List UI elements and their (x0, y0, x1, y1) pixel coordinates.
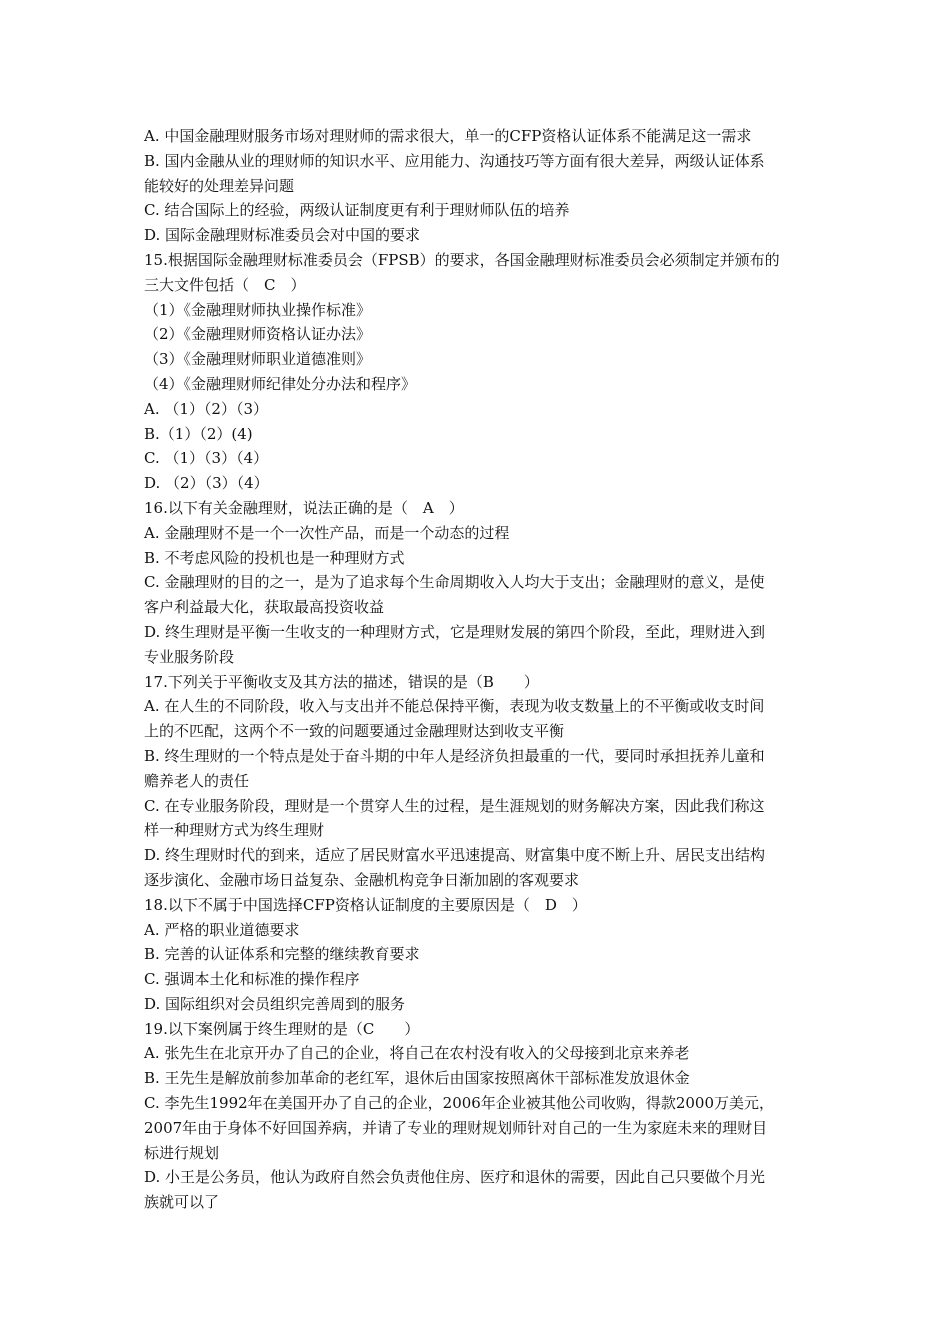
text-line: A. （1）（2）（3） (144, 399, 268, 418)
question-18-stem: 18.以下不属于中国选择CFP资格认证制度的主要原因是（ D ） (144, 895, 587, 914)
text-line: B.（1）（2）(4) (144, 424, 253, 443)
text-line: D. 终生理财是平衡一生收支的一种理财方式，它是理财发展的第四个阶段，至此，理财进入到 (144, 622, 766, 641)
text-line: 族就可以了 (144, 1193, 220, 1212)
text-line: 样一种理财方式为终生理财 (144, 821, 325, 840)
text-line: A. 严格的职业道德要求 (144, 920, 300, 939)
question-19-stem: 19.以下案例属于终生理财的是（C ） (144, 1019, 420, 1038)
text-line: 能较好的处理差异问题 (144, 176, 295, 195)
text-line: D. 国际金融理财标准委员会对中国的要求 (144, 226, 421, 245)
text-line: （2）《金融理财师资格认证办法》 (144, 325, 372, 344)
text-line: C. 结合国际上的经验，两级认证制度更有利于理财师队伍的培养 (144, 201, 570, 220)
text-line: 客户利益最大化，获取最高投资收益 (144, 598, 385, 617)
text-line: C. 金融理财的目的之一，是为了追求每个生命周期收入人均大于支出；金融理财的意义，是使 (144, 573, 765, 592)
text-line: B. 终生理财的一个特点是处于奋斗期的中年人是经济负担最重的一代，要同时承担抚养儿童和 (144, 746, 765, 765)
question-15-stem: 三大文件包括（ C ） (144, 275, 306, 294)
text-line: D. 小王是公务员，他认为政府自然会负责他住房、医疗和退休的需要，因此自己只要做个月光 (144, 1168, 766, 1187)
text-line: 逐步演化、金融市场日益复杂、金融机构竞争日渐加剧的客观要求 (144, 870, 580, 889)
text-line: A. 金融理财不是一个一次性产品，而是一个动态的过程 (144, 523, 510, 542)
text-line: A. 中国金融理财服务市场对理财师的需求很大，单一的CFP资格认证体系不能满足这一需求 (144, 127, 752, 145)
document-body (144, 124, 816, 1215)
text-line: D. 终生理财时代的到来，适应了居民财富水平迅速提高、财富集中度不断上升、居民支出结构 (144, 846, 766, 865)
text-line: D. （2）（3）（4） (144, 474, 269, 493)
question-16-stem: 16.以下有关金融理财，说法正确的是（ A ） (144, 498, 464, 517)
text-line: D. 国际组织对会员组织完善周到的服务 (144, 994, 406, 1013)
text-line: C. 强调本土化和标准的操作程序 (144, 970, 360, 989)
text-line: C. 在专业服务阶段，理财是一个贯穿人生的过程，是生涯规划的财务解决方案，因此我们称这 (144, 796, 765, 815)
text-line: B. 不考虑风险的投机也是一种理财方式 (144, 548, 405, 567)
question-15-stem: 15.根据国际金融理财标准委员会（FPSB）的要求，各国金融理财标准委员会必须制定并颁布的 (144, 250, 780, 269)
text-line: A. 张先生在北京开办了自己的企业，将自己在农村没有收入的父母接到北京来养老 (144, 1044, 690, 1063)
text-line: （1）《金融理财师执业操作标准》 (144, 300, 372, 319)
text-line: 专业服务阶段 (144, 647, 235, 666)
text-line: 标进行规划 (144, 1143, 220, 1162)
text-line: （3）《金融理财师职业道德准则》 (144, 350, 372, 369)
text-line: B. 国内金融从业的理财师的知识水平、应用能力、沟通技巧等方面有很大差异，两级认证体系 (144, 151, 765, 170)
text-line: C. （1）（3）（4） (144, 449, 269, 468)
text-line: A. 在人生的不同阶段，收入与支出并不能总保持平衡，表现为收支数量上的不平衡或收支时间 (144, 697, 765, 716)
question-17-stem: 17.下列关于平衡收支及其方法的描述，错误的是（B ） (144, 672, 539, 691)
text-line: 上的不匹配，这两个不一致的问题要通过金融理财达到收支平衡 (144, 722, 565, 741)
text-line: B. 王先生是解放前参加革命的老红军，退休后由国家按照离休干部标准发放退休金 (144, 1069, 690, 1088)
text-line: （4）《金融理财师纪律处分办法和程序》 (144, 374, 417, 393)
text-line: B. 完善的认证体系和完整的继续教育要求 (144, 945, 420, 964)
text-line: 赡养老人的责任 (144, 771, 250, 790)
text-line: C. 李先生1992年在美国开办了自己的企业，2006年企业被其他公司收购，得款2000万美元， (144, 1094, 775, 1113)
text-line: 2007年由于身体不好回国养病，并请了专业的理财规划师针对自己的一生为家庭未来的理财目 (144, 1118, 768, 1137)
